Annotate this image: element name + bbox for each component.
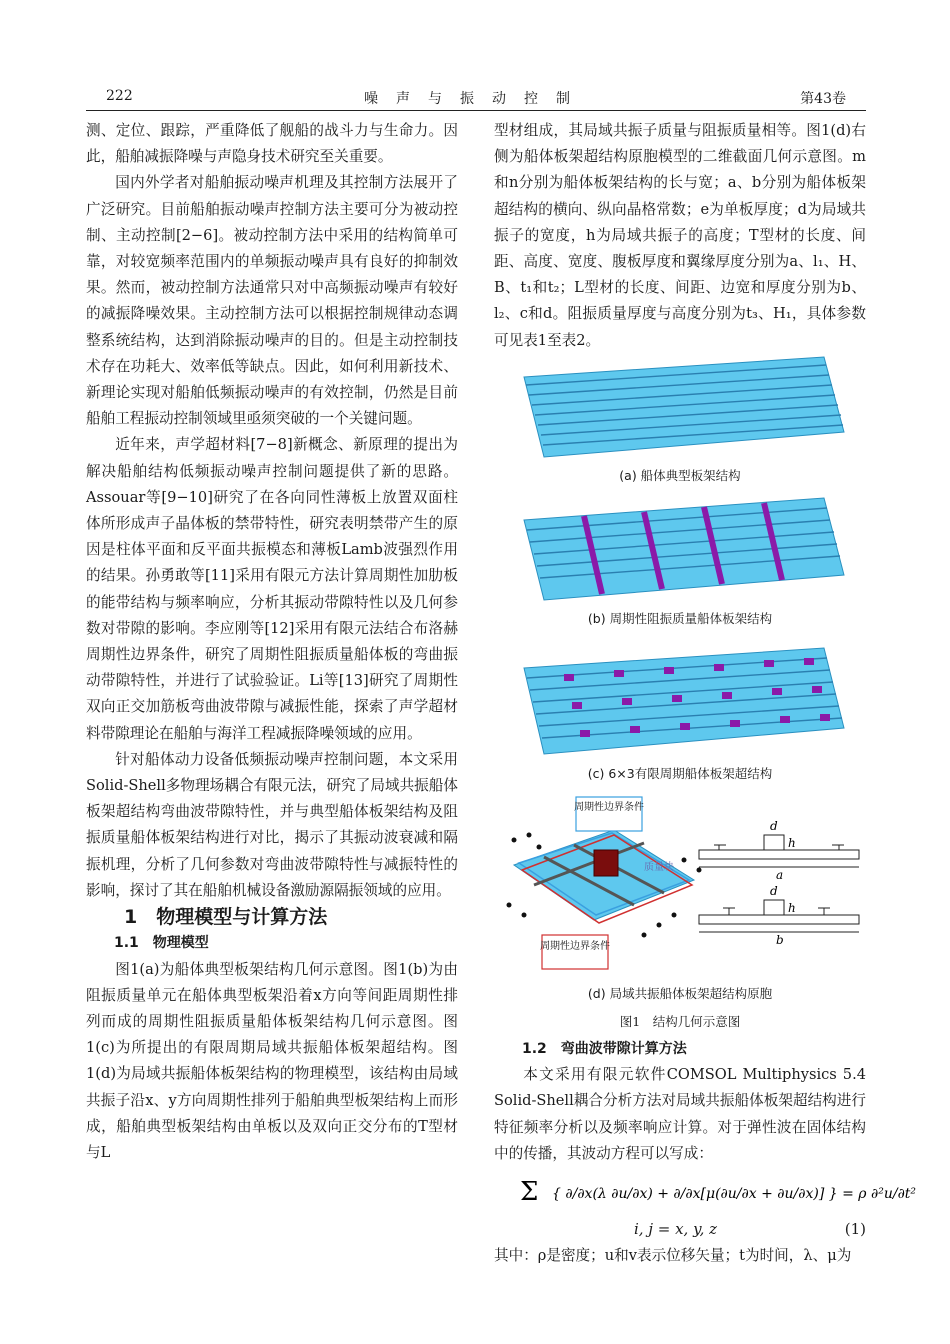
paragraph: 本文采用有限元软件COMSOL Multiphysics 5.4 Solid-Shell耦合分析方法对局域共振船体板架超结构进行特征频率分析以及频率响应计算。对于弹性波在固体结构中的传播，其波动方程可以写成：	[494, 1066, 866, 1162]
damping-mass-plate-illustration	[494, 490, 866, 605]
svg-text:Σ: Σ	[520, 1177, 539, 1207]
equation-graphic	[514, 1168, 917, 1218]
mass-label: 质量块	[644, 862, 674, 873]
dim-h-top: h	[788, 836, 796, 850]
dim-a: a	[776, 868, 784, 882]
page-header	[86, 86, 866, 111]
volume-label: 第43卷	[800, 91, 846, 107]
paragraph: 国内外学者对船舶振动噪声机理及其控制方法展开了广泛研究。目前船舶振动噪声控制方法主要可分为被动控制、主动控制[2−6]。被动控制方法中采用的结构简单可靠，对较宽频率范围内的单频振动噪声具有良好的抑制效果。然而，被动控制方法通常只对中高频振动噪声有较好的减振降噪效果。主动控制方法可以根据控制规律动态调整系统结构，达到消除振动噪声的目的。但是主动控制技术存在功耗大、效率低等缺点。因此，如何利用新技术、新理论实现对船舶低频振动噪声的有效控制，仍然是目前船舶工程振动控制领域里亟须突破的一个关键问题。	[86, 174, 458, 428]
plate-frame-illustration	[494, 352, 866, 462]
dim-d-bottom: d	[770, 884, 778, 898]
right-column-tail	[494, 1243, 866, 1269]
dim-d-top: d	[770, 819, 778, 833]
paragraph: 型材组成，其局域共振子质量与阻振质量相等。图1(d)右侧为船体板架超结构原胞模型的二维截面几何示意图。m和n分别为船体板架结构的长与宽；a、b分别为船体板架超结构的横向、纵向晶格常数；e为单板厚度；d为局域共振子的宽度，h为局域共振子的高度；T型材的长度、间距、高度、宽度、腹板厚度和翼缘厚度分别为a、l₁、H、B、t₁和t₂；L型材的长度、间距、边宽和厚度分别为b、l₂、c和d。阻振质量厚度与高度分别为t₃、H₁，具体参数可见表1至表2。	[494, 122, 866, 349]
unit-cell-illustration	[494, 795, 866, 980]
figure-a	[494, 352, 866, 482]
page-number: 222	[106, 88, 133, 104]
figure-d-caption: (d) 局域共振船体板架超结构原胞	[587, 986, 773, 1001]
figure-b	[494, 490, 866, 630]
section-heading: 1 物理模型与计算方法	[124, 906, 328, 929]
journal-name: 噪声与振动控制	[364, 91, 588, 107]
finite-period-superstructure-illustration	[494, 640, 866, 760]
left-column	[86, 118, 458, 1166]
dim-h-bottom: h	[788, 901, 796, 915]
boundary-label-bottom: 周期性边界条件	[540, 941, 610, 952]
figure-b-caption: (b) 周期性阻振质量船体板架结构	[587, 611, 773, 626]
equation-number: (1)	[844, 1220, 866, 1238]
dim-b: b	[776, 933, 784, 947]
figure-a-caption: (a) 船体典型板架结构	[619, 468, 741, 483]
figure-title: 图1 结构几何示意图	[619, 1014, 741, 1029]
subsection-heading: 1.1 物理模型	[114, 935, 209, 952]
paragraph: 针对船体动力设备低频振动噪声控制问题，本文采用Solid-Shell多物理场耦合有限元法，研究了局域共振船体板架超结构弯曲波带隙特性，并与典型船体板架结构及阻振质量船体板架结构进行对比，揭示了其振动波衰减和隔振机理，分析了几何参数对弯曲波带隙特性与减振特性的影响，探讨了其在船舶机械设备激励源隔振领域的应用。	[86, 750, 458, 899]
wave-equation	[514, 1168, 917, 1248]
paragraph: 图1(a)为船体典型板架结构几何示意图。图1(b)为由阻振质量单元在船体典型板架沿着x方向等间距周期性排列而成的周期性阻振质量船体板架结构几何示意图。图1(c)为所提出的有限周期局域共振船体板架超结构。图1(d)为局域共振船体板架结构的物理模型，该结构由局域共振子沿x、y方向周期性排列于船舶典型板架结构上而形成，船舶典型板架结构由单板以及双向正交分布的T型材与L	[86, 960, 458, 1161]
right-column	[494, 118, 866, 354]
subsection-heading: 1.2 弯曲波带隙计算方法	[522, 1041, 687, 1057]
figure-c-caption: (c) 6×3有限周期船体板架超结构	[587, 766, 773, 781]
figure-c	[494, 640, 866, 785]
figure-d	[494, 795, 866, 1005]
paragraph: 近年来，声学超材料[7−8]新概念、新原理的提出为解决船舶结构低频振动噪声控制问题提供了新的思路。Assouar等[9−10]研究了在各向同性薄板上放置双面柱体所形成声子晶体板的禁带特性，研究表明禁带产生的原因是柱体平面和反平面共振模态和薄板Lamb波强烈作用的结果。孙勇敢等[11]采用有限元方法计算周期性加肋板的能带结构与频率响应，分析其振动带隙特性以及几何参数对带隙的影响。李应刚等[12]采用有限元法结合布洛赫周期性边界条件，研究了周期性阻振质量船体板的弯曲振动带隙特性，并进行了试验验证。Li等[13]研究了周期性双向正交加筋板弯曲波带隙与减振性能，探索了声学超材料带隙理论在船舶与海洋工程减振降噪领域的应用。	[86, 436, 458, 742]
paragraph: 测、定位、跟踪，严重降低了舰船的战斗力与生命力。因此，船舶减振降噪与声隐身技术研究至关重要。	[86, 122, 458, 166]
equation-indices: i, j = x, y, z	[634, 1220, 718, 1238]
right-column-lower	[494, 1036, 866, 1167]
mass-block	[594, 850, 618, 876]
paragraph: 其中：ρ是密度；u和v表示位移矢量；t为时间，λ、μ为	[494, 1247, 852, 1264]
svg-text:{ ∂/∂x(λ ∂u/∂x) + ∂/∂x[μ(∂u/∂x: { ∂/∂x(λ ∂u/∂x) + ∂/∂x[μ(∂u/∂x + ∂u/∂x)] } = ρ ∂²u/∂t²	[552, 1186, 917, 1202]
boundary-label-top: 周期性边界条件	[574, 802, 644, 813]
